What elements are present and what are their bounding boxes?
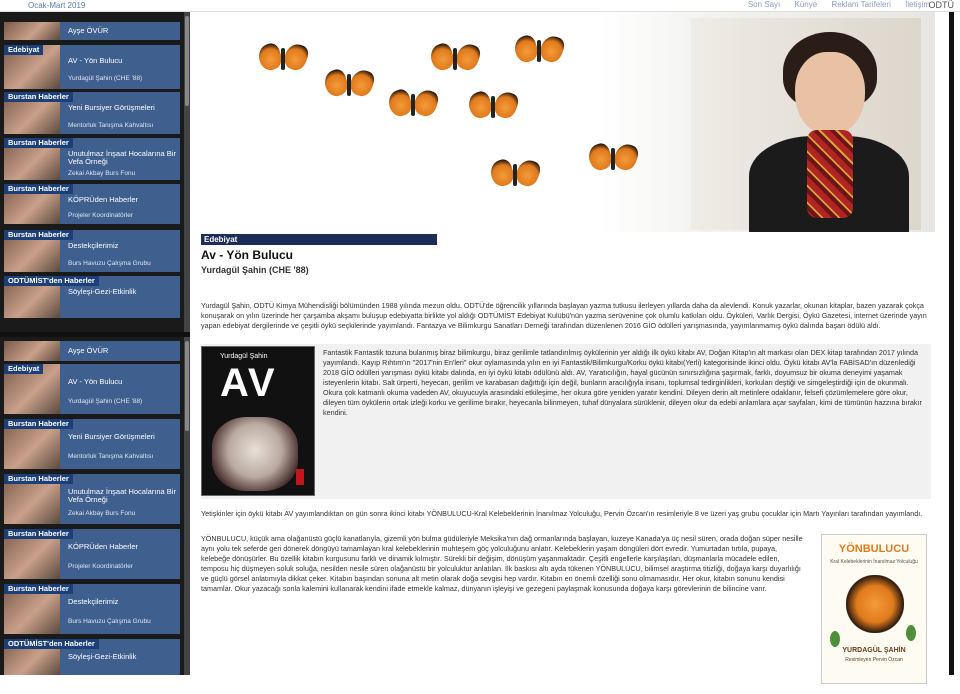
- scroll-thumb[interactable]: [185, 16, 189, 106]
- sidebar-item-subtitle: Mentorluk Tanışma Kahvaltısı: [68, 453, 154, 460]
- article-category: Edebiyat: [201, 234, 437, 245]
- nav-reklam[interactable]: Reklam Tarifeleri: [831, 0, 891, 9]
- article: [201, 234, 931, 663]
- scroll-thumb[interactable]: [185, 341, 189, 431]
- sidebar-item-subtitle: Zekai Akbay Burs Fonu: [68, 510, 136, 517]
- butterfly-image: [515, 36, 563, 66]
- article-banner: [191, 12, 935, 232]
- sidebar-item-title: Destekçilerimiz: [68, 241, 119, 250]
- cover-author: Yurdagül Şahin: [220, 353, 268, 360]
- cover-title: AV: [220, 361, 277, 405]
- sidebar-item-subtitle: Burs Havuzu Çalışma Grubu: [68, 260, 151, 267]
- nav-iletisim[interactable]: İletişim: [905, 0, 930, 9]
- butterfly-image: [259, 44, 307, 74]
- doll-image: [212, 417, 298, 491]
- sidebar-item-title: Unutulmaz İnşaat Hocalarına Bir Vefa Örneği: [68, 149, 176, 166]
- sidebar-item-subtitle: Zekai Akbay Burs Fonu: [68, 170, 136, 177]
- cover-subtitle: Kral Kelebeklerinin İnanılmaz Yolculuğu: [830, 559, 918, 565]
- sidebar-item-subtitle: Projeler Koordinatörler: [68, 212, 134, 219]
- sidebar-item-bursiyer[interactable]: [4, 92, 180, 134]
- butterfly-image: [325, 70, 373, 100]
- yonbulucu-intro: Yetişkinler için öykü kitabı AV yayımlandıktan on gün sonra ikinci kitabı YÖNBULUCU-Kral Kelebeklerinin İnanılmaz Yolculuğu, Pervin Özcan'ın resimleriyle 8 ve üzeri yaş grubu çocuklar için Martı Yayınları tarafından yayımlandı.: [201, 509, 923, 518]
- sidebar-item-av[interactable]: [4, 364, 180, 414]
- sidebar-panel-2: [0, 337, 190, 675]
- sidebar-item-subtitle: Projeler Koordinatörler: [68, 563, 134, 570]
- yonbulucu-description: YÖNBULUCU, küçük ama olağanüstü güçlü kanatlarıyla, gizemli yön bulma güdüleriyle Meksika'nın dağ ormanlarında başlayan, kuzeye Kanada'ya üç nesil süren, orada doğan süper nesille aynı yolu tek seferde geri dönerek döngüyü tamamlayan kral kelebeklerinin muhteşem göç yolculuğunu anlatır. Kelebeklerin yaşam döngüleri dört evredir. Yumurtadan tırtıla, pupaya, kelebeğe dönüşürler. Bu özellik kitabın kurgusunu farklı ve dinamik kılmıştır. Sürekli bir değişim, dönüşüm yaşanmaktadır. Çeşitli engellerle karşılaşılan, düşmanlarla mücadele edilen, temposu hiç düşmeyen soluk soluğa, nesilden nesile süren olağanüstü bir yolculuktur anlatılan. İlk baskısı altı ayda tükenen YÖNBULUCU, bilimsel araştırma titizliği, doğaya karşı duyarlılığı ve güçlü görsel anlatımıyla dikkat çeker. Kitabın başından sonuna alt metin olarak doğa sevgisi hep vardır. Kitabın en önemli özelliği sonu olmamasıdır. Her okur, kitabın sonunu kendisi tamamlar. Okur yazacağı sonla kalemini kullanarak kendini ifade etmekle kalmaz, dünyanın işleyişi ve gezegeni paylaşmak konusunda doğaya karşı görevlerinin de bilincine varır.: [201, 534, 803, 593]
- sidebar-item-category: Burstan Haberler: [4, 529, 73, 539]
- sidebar-scrollbar[interactable]: [184, 12, 190, 332]
- sidebar-item-bursiyer[interactable]: [4, 419, 180, 469]
- sidebar-item-title: KÖPRÜden Haberler: [68, 195, 139, 204]
- sidebar-item-ayse[interactable]: [4, 22, 180, 40]
- sidebar-item-title: AV - Yön Bulucu: [68, 56, 123, 65]
- sidebar-item-subtitle: Mentorluk Tanışma Kahvaltısı: [68, 122, 154, 129]
- sidebar-item-subtitle: Yurdagül Şahin (CHE '88): [68, 75, 143, 82]
- main-scrollbar[interactable]: [949, 12, 954, 675]
- sidebar-item-title: Ayşe ÖVÜR: [68, 346, 109, 355]
- butterfly-image: [469, 92, 517, 122]
- top-nav: [736, 0, 930, 9]
- issue-label: Ocak-Mart 2019: [28, 1, 86, 10]
- nav-son-sayi[interactable]: Son Sayı: [747, 0, 781, 9]
- author-bio: Yurdagül Şahin, ODTÜ Kimya Mühendisliği bölümünden 1988 yılında mezun oldu. ODTÜ'de öğrencilik yıllarında başlayan yazma tutkusu ilerleyen yıllarda daha da alevlendi. Konuk yazarlar, okunan kitaplar, bazen yazarak çokça konuşarak on yılın üzerinde her çarşamba akşamı buluşup edebiyatta birlikte yol aldığı ODTÜMİST Edebiyat Kulübü'nün yazma serüvenine çok olumlu katkıları oldu. Öyküleri, Varlık Dergisi, Öykü Gazetesi, internet üzerinde yayın yapan edebiyat dergilerinde ve çeşitli öykü seçkilerinde yayımlandı. Fantazya ve Bilimkurgu Sanatları Derneği tarafından düzenlenen 2016 GİO ödülleri yarışmasında, yayımlanmamış öykü dalında başarı ödülü aldı.: [201, 301, 927, 330]
- sidebar-item-title: Unutulmaz İnşaat Hocalarına Bir Vefa Örneği: [68, 487, 176, 504]
- sidebar-item-title: Söyleşi-Gezi-Etkinlik: [68, 287, 137, 296]
- sidebar-item-title: Ayşe ÖVÜR: [68, 26, 109, 35]
- sidebar-scrollbar[interactable]: [184, 337, 190, 675]
- sidebar-item-category: Burstan Haberler: [4, 584, 73, 594]
- cover-title: YÖNBULUCU: [838, 543, 910, 555]
- leaf-icon: [830, 631, 840, 647]
- sidebar-item-title: KÖPRÜden Haberler: [68, 542, 139, 551]
- sidebar-item-category: Edebiyat: [4, 45, 43, 55]
- sidebar-item-title: AV - Yön Bulucu: [68, 377, 123, 386]
- sidebar: [0, 12, 190, 675]
- sidebar-item-category: ODTÜMİST'den Haberler: [4, 639, 99, 649]
- thumbnail: [4, 22, 60, 40]
- sidebar-item-insaat[interactable]: [4, 474, 180, 524]
- cover-author: YURDAGÜL ŞAHİN: [842, 647, 906, 654]
- sidebar-item-title: Söyleşi-Gezi-Etkinlik: [68, 652, 137, 661]
- sidebar-item-destekci[interactable]: [4, 230, 180, 272]
- butterfly-icon: [846, 575, 904, 633]
- sidebar-item-odtumist[interactable]: [4, 276, 180, 318]
- sidebar-item-title: Yeni Bursiyer Görüşmeleri: [68, 432, 155, 441]
- sidebar-item-title: Yeni Bursiyer Görüşmeleri: [68, 103, 155, 112]
- cover-illustrator: Resimleyen Pervin Özcan: [845, 657, 903, 663]
- sidebar-item-kopru[interactable]: [4, 529, 180, 579]
- sidebar-item-subtitle: Yurdagül Şahin (CHE '88): [68, 398, 143, 405]
- author-photo: [691, 18, 921, 230]
- thumbnail: [4, 341, 60, 361]
- sidebar-item-av[interactable]: [4, 45, 180, 89]
- sidebar-item-kopru[interactable]: [4, 184, 180, 224]
- sidebar-item-category: Burstan Haberler: [4, 184, 73, 194]
- av-description: Fantastik Fantastik tozuna bulanmış biraz bilimkurgu, biraz gerilimle tatlandırılmış öykülerinin yer aldığı ilk öykü kitabı AV, Doğan Kitap'ın alt markası olan DEX kitap tarafından 2017 yılında yayımlandı. Kayıp Rıhtım'ın "2017'nin En'leri" okur oylamasında yılın en iyi Fantastik/Bilimkurgu/Korku öykü kitabı(Yerli) kategorisinde ikinci oldu. Öykü kitabı AV'la FABİSAD'ın düzenlediği 2018 GİO ödülleri yarışması öykü kitabı dalında, en iyi öykü kitabı ödülünü aldı. AV, Yaratıcılığın, hayal gücünün sınırsızlığına şaşırmak, farklı, doyumsuz bir okuma deneyimi yaşamak isteyenlerin kitabı. Salt ürperti, heyecan, gerilim ve karabasan dağıttığı için değil, bunların aracılığıyla insanı, toplumsal tedirginlikleri, korkuları deştiği ve simgeleştirdiği için de okunmalı. Okura çok katmanlı okuma vadeden AV, okuyucuyla arasındaki etkileşime, her okura göre yeniden yaratır kendini. Dileyen derin alt metinlere odaklanır, felsefi çözümlemelere göre okur, dileyen tüm öykülerin ortak izleği korku ve gerilime bırakır, heyecanla bilinmeyen, tuhaf dünyalara sürüklenir, dileyen okur da edebi anlamlara açar sayfaları, kimi de tümünün hazzına bırakır kendini.: [323, 348, 922, 417]
- sidebar-item-subtitle: Burs Havuzu Çalışma Grubu: [68, 618, 151, 625]
- sidebar-item-category: Burstan Haberler: [4, 419, 73, 429]
- yonbulucu-section: [201, 534, 931, 694]
- article-title: Av - Yön Bulucu: [201, 248, 294, 262]
- sidebar-panel-1: [0, 12, 190, 332]
- yonbulucu-book-cover: [821, 534, 927, 684]
- sidebar-item-destekci[interactable]: [4, 584, 180, 634]
- sidebar-item-category: Burstan Haberler: [4, 474, 73, 484]
- sidebar-item-title: Destekçilerimiz: [68, 597, 119, 606]
- top-bar: [0, 0, 960, 12]
- sidebar-item-ayse[interactable]: [4, 341, 180, 361]
- publisher-mark-icon: [296, 469, 304, 485]
- sidebar-item-category: Edebiyat: [4, 364, 43, 374]
- sidebar-item-category: Burstan Haberler: [4, 230, 73, 240]
- sidebar-item-category: Burstan Haberler: [4, 92, 73, 102]
- butterfly-image: [589, 144, 637, 174]
- sidebar-item-category: ODTÜMİST'den Haberler: [4, 276, 99, 286]
- leaf-icon: [906, 625, 916, 641]
- av-book-cover: [201, 346, 315, 496]
- av-book-section: [201, 344, 931, 499]
- site-logo[interactable]: ODTÜ: [928, 0, 954, 10]
- sidebar-item-category: Burstan Haberler: [4, 138, 73, 148]
- butterfly-image: [431, 44, 479, 74]
- article-author: Yurdagül Şahin (CHE '88): [201, 265, 309, 275]
- sidebar-item-odtumist[interactable]: [4, 639, 180, 675]
- butterfly-image: [389, 90, 437, 120]
- sidebar-item-insaat[interactable]: [4, 138, 180, 180]
- butterfly-image: [491, 160, 539, 190]
- main-content: [191, 12, 943, 675]
- nav-kunye[interactable]: Künye: [794, 0, 818, 9]
